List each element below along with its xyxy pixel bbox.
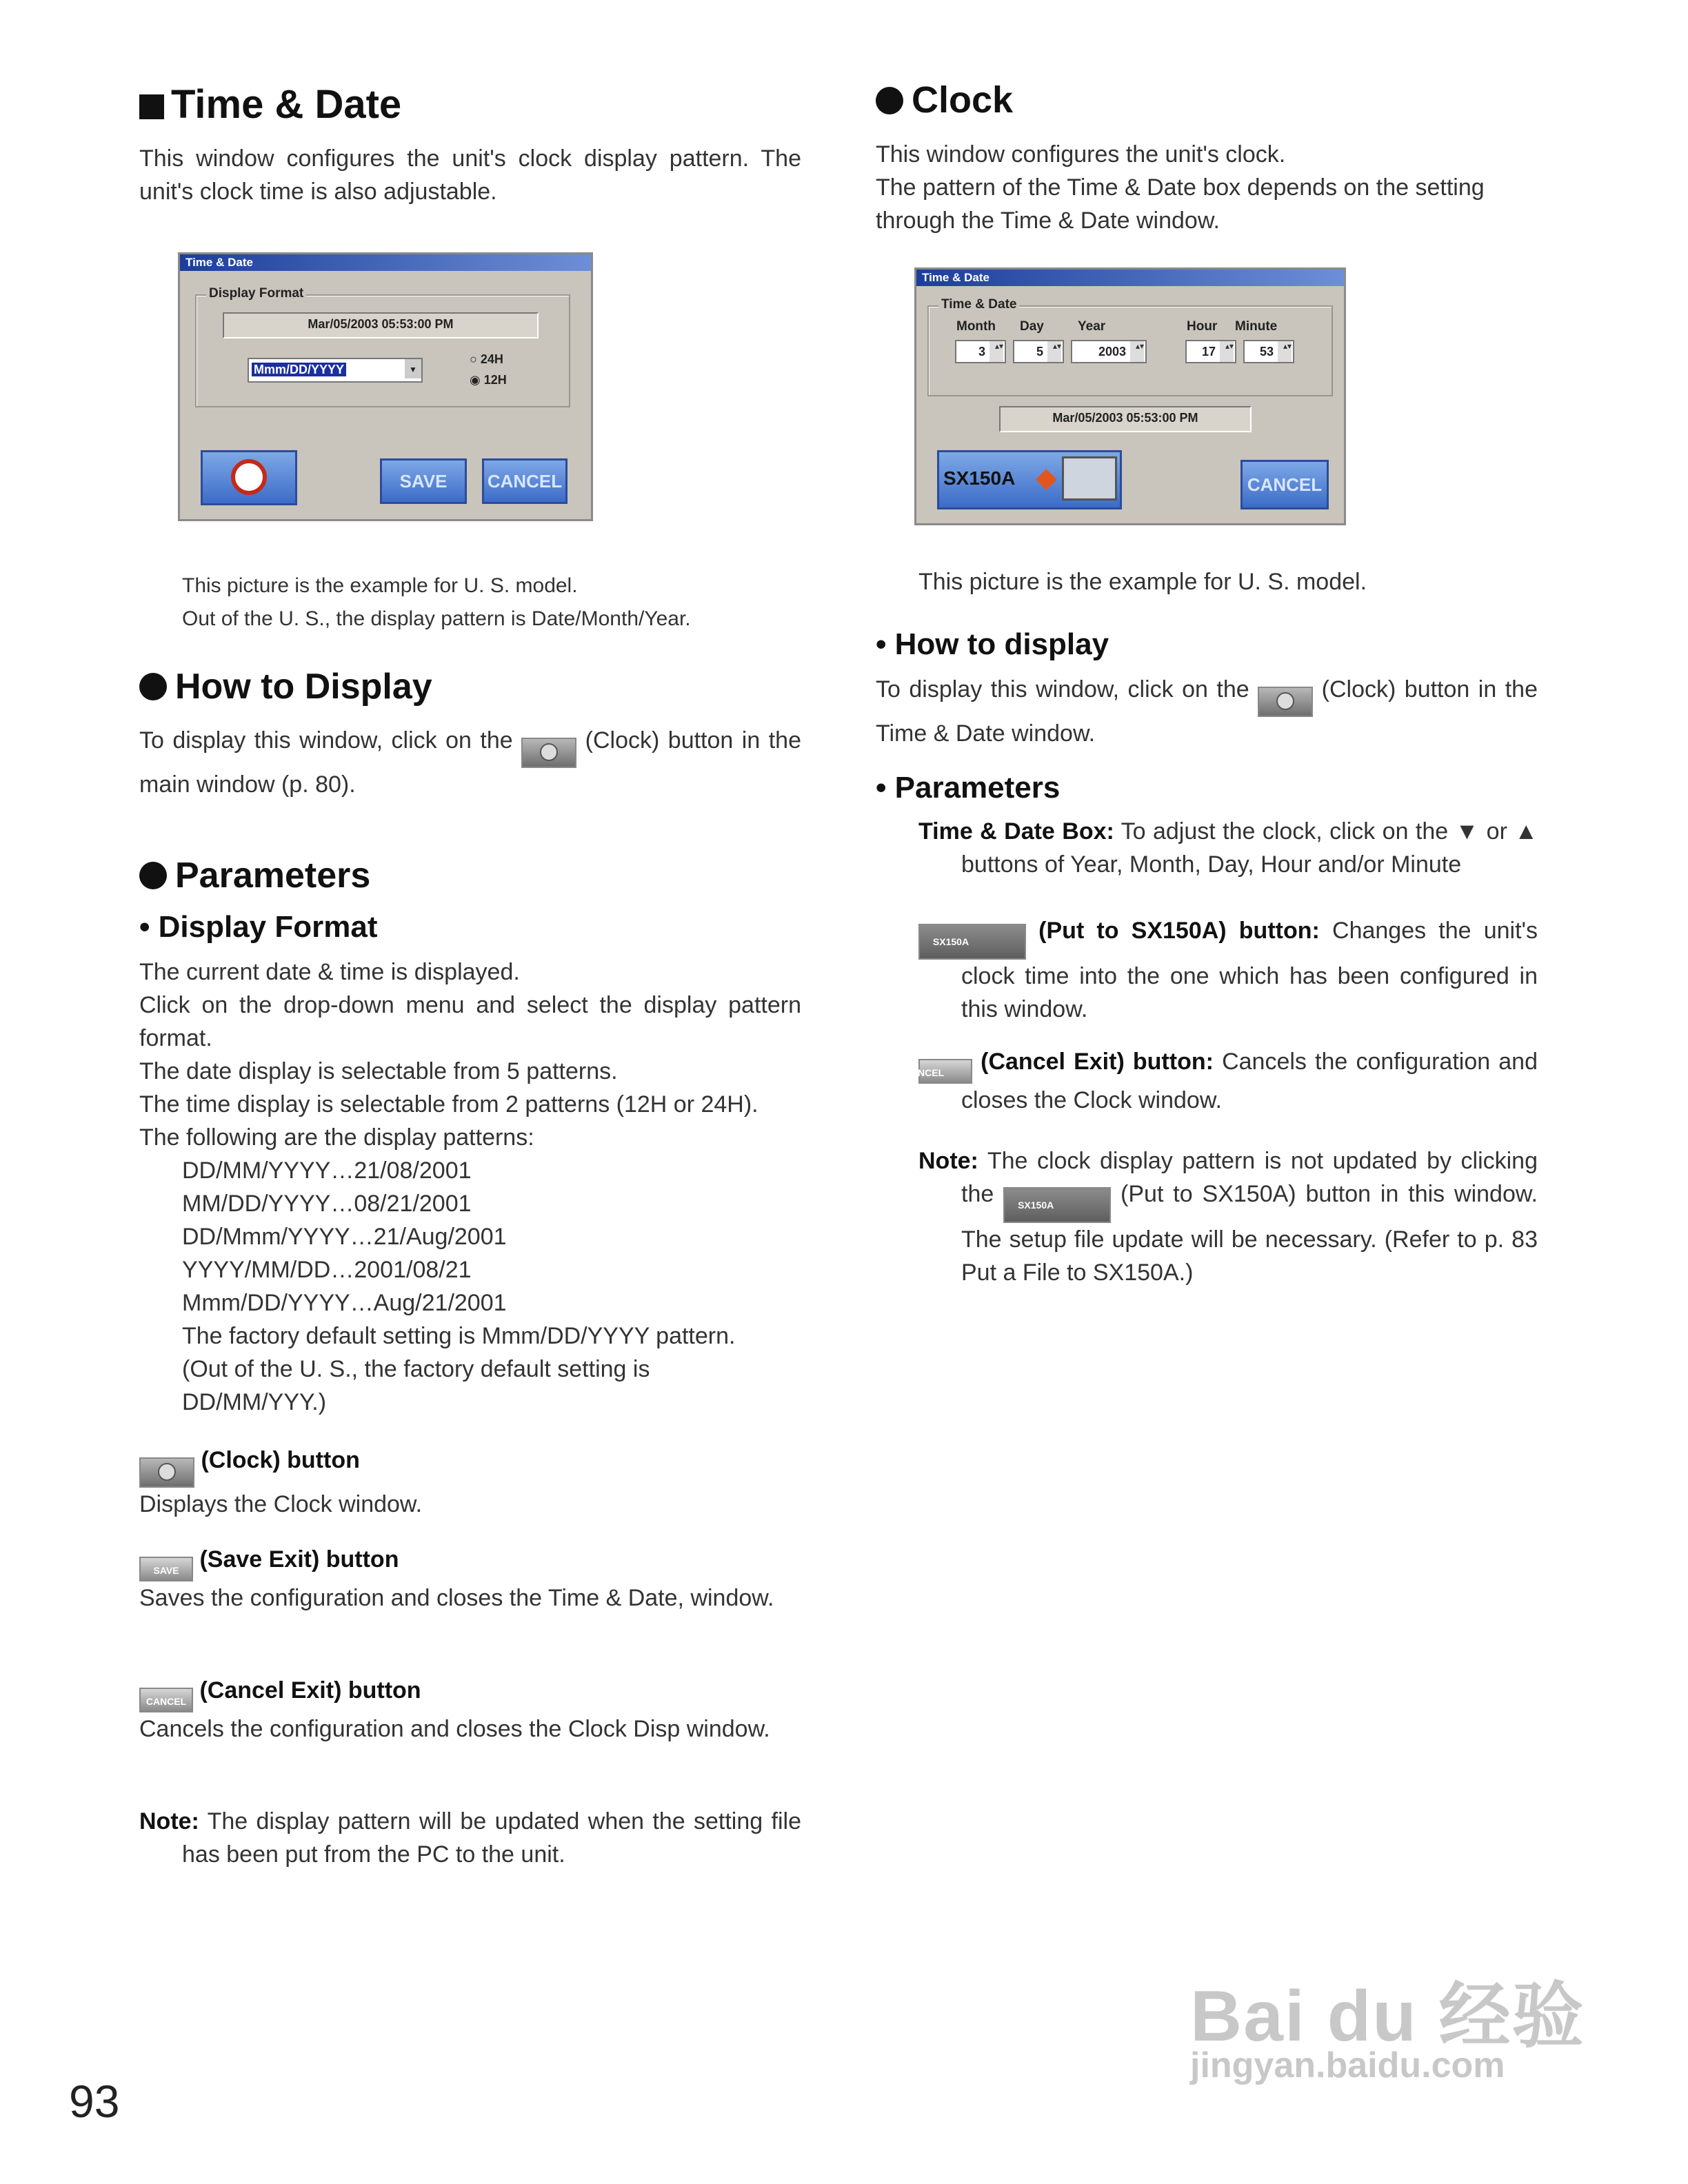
how-to-display-heading: How to Display: [139, 666, 432, 707]
caption-us-model: This picture is the example for U. S. model.: [182, 574, 578, 597]
caption-us-model: This picture is the example for U. S. model.: [918, 569, 1367, 595]
format-line: The time display is selectable from 2 patterns (12H or 24H).: [139, 1091, 758, 1118]
display-format-text: [139, 956, 801, 1419]
clock-button-desc: (Clock) button Displays the Clock window.: [139, 1447, 423, 1517]
how-to-display-heading: • How to display: [876, 627, 1109, 661]
pattern-item: DD/Mmm/YYYY…21/Aug/2001: [182, 1224, 507, 1250]
section-title-clock: Clock: [876, 79, 1013, 121]
how-to-display-text: To display this window, click on the (Clock) button in the main window (p. 80).: [139, 727, 801, 798]
format-line: The date display is selectable from 5 patterns.: [139, 1058, 618, 1084]
time-date-window-screenshot: [178, 252, 593, 521]
cancel-button[interactable]: CANCEL: [482, 458, 567, 504]
square-bullet-icon: [139, 94, 164, 119]
radio-12h[interactable]: ◉ 12H: [470, 373, 507, 387]
window-title-bar: Time & Date: [180, 254, 591, 271]
left-note: Note: The display pattern will be updated when the setting file has been put from the PC to the unit.: [139, 1808, 801, 1868]
year-label: Year: [1078, 319, 1106, 334]
cancel-button-desc: CANCEL (Cancel Exit) button: Cancels the configuration and closes the Clock window.: [903, 1049, 1538, 1113]
put-to-sx150a-button[interactable]: SX150A ◆: [937, 450, 1122, 509]
format-line: The current date & time is displayed.: [139, 959, 520, 985]
pattern-item: The factory default setting is Mmm/DD/YYYY pattern.: [182, 1323, 736, 1349]
hour-label: Hour: [1187, 319, 1218, 334]
section-title-time-date: Time & Date: [139, 81, 401, 128]
circle-bullet-icon: [139, 673, 167, 700]
pattern-item: Mmm/DD/YYYY…Aug/21/2001: [182, 1290, 507, 1316]
caption-non-us: Out of the U. S., the display pattern is Date/Month/Year.: [182, 607, 691, 630]
put-button-desc: SX150A (Put to SX150A) button: Changes the unit's clock time into the one which has been configured in this window.: [918, 914, 1538, 1026]
clock-icon: [521, 738, 576, 768]
pattern-item: YYYY/MM/DD…2001/08/21: [182, 1257, 472, 1283]
hour-spinner[interactable]: 17 ▴▾: [1185, 340, 1236, 363]
date-display-field: Mar/05/2003 05:53:00 PM: [223, 312, 539, 338]
time-date-intro: This window configures the unit's clock display pattern. The unit's clock time is also adjustable.: [139, 145, 801, 205]
arrow-right-icon: ◆: [1036, 463, 1057, 493]
patterns-list: [139, 1154, 801, 1419]
computer-icon: [1062, 456, 1117, 501]
intro-line: This window configures the unit's clock.: [876, 141, 1286, 168]
right-note: Note: The clock display pattern is not updated by clicking the SX150A (Put to SX150A) button in this window. The setup file update will be necessary. (Refer to p. 83 Put a File to SX150A.): [918, 1148, 1538, 1286]
put-icon: SX150A: [1003, 1187, 1111, 1223]
parameters-heading: Parameters: [139, 855, 370, 896]
year-spinner[interactable]: 2003 ▴▾: [1071, 340, 1147, 363]
time-date-box-desc: Time & Date Box: To adjust the clock, click on the ▼ or ▲ buttons of Year, Month, Day, Hour and/or Minute: [918, 818, 1538, 878]
clock-icon: [231, 459, 267, 495]
intro-line: The pattern of the Time & Date box depends on the setting through the Time & Date window.: [876, 174, 1485, 234]
clock-icon: [1258, 687, 1313, 717]
month-label: Month: [956, 319, 996, 334]
pattern-item: (Out of the U. S., the factory default setting is DD/MM/YYY.): [182, 1356, 650, 1415]
circle-bullet-icon: [139, 862, 167, 889]
day-spinner[interactable]: 5 ▴▾: [1013, 340, 1064, 363]
clock-intro: [876, 138, 1538, 237]
clock-window-screenshot: [914, 267, 1346, 525]
minute-label: Minute: [1235, 319, 1278, 334]
radio-24h[interactable]: ○ 24H: [470, 352, 503, 366]
how-to-display-text: To display this window, click on the (Clock) button in the Time & Date window.: [876, 676, 1538, 747]
month-spinner[interactable]: 3 ▴▾: [955, 340, 1006, 363]
save-button-desc: SAVE (Save Exit) button Saves the configuration and closes the Time & Date, window.: [139, 1546, 774, 1611]
clock-button[interactable]: [201, 450, 297, 505]
format-dropdown[interactable]: Mmm/DD/YYYY ▼: [248, 358, 423, 383]
save-icon: SAVE: [139, 1557, 193, 1581]
cancel-button[interactable]: CANCEL: [1240, 460, 1329, 509]
parameters-heading: • Parameters: [876, 771, 1061, 805]
chevron-down-icon[interactable]: ▼: [405, 359, 421, 378]
watermark-url: jingyan.baidu.com: [1190, 2045, 1505, 2085]
date-display-field: Mar/05/2003 05:53:00 PM: [999, 406, 1252, 432]
group-label: Time & Date: [938, 297, 1019, 312]
cancel-icon: CANCEL: [918, 1059, 972, 1084]
display-format-heading: • Display Format: [139, 910, 378, 944]
format-line: Click on the drop-down menu and select the display pattern format.: [139, 992, 801, 1051]
cancel-button-desc: CANCEL (Cancel Exit) button Cancels the configuration and closes the Clock Disp window.: [139, 1677, 770, 1742]
group-label: Display Format: [206, 286, 306, 301]
put-icon: SX150A: [918, 924, 1026, 960]
pattern-item: MM/DD/YYYY…08/21/2001: [182, 1191, 472, 1217]
page-number: 93: [69, 2076, 120, 2127]
minute-spinner[interactable]: 53 ▴▾: [1243, 340, 1294, 363]
day-label: Day: [1020, 319, 1044, 334]
cancel-icon: CANCEL: [139, 1688, 193, 1712]
pattern-item: DD/MM/YYYY…21/08/2001: [182, 1157, 472, 1184]
window-title-bar: Time & Date: [916, 270, 1344, 286]
time-date-group: [927, 297, 1333, 396]
watermark-logo: Bai du 经验: [1190, 1976, 1585, 2056]
save-button[interactable]: SAVE: [380, 458, 467, 504]
circle-bullet-icon: [876, 87, 903, 114]
clock-icon: [139, 1457, 194, 1488]
display-format-group: [195, 286, 570, 407]
format-line: The following are the display patterns:: [139, 1124, 534, 1151]
